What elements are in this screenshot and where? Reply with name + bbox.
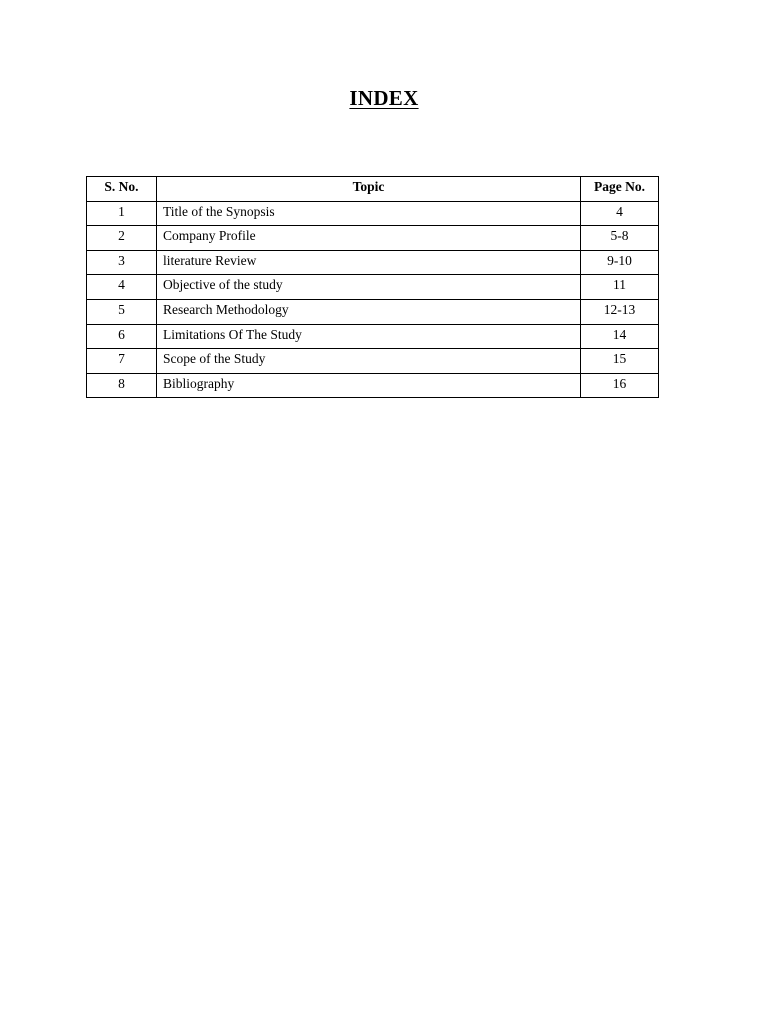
row-page: 4: [581, 201, 659, 226]
row-sno: 3: [87, 250, 157, 275]
row-page: 9-10: [581, 250, 659, 275]
index-table: [86, 176, 659, 398]
row-sno: 5: [87, 299, 157, 324]
row-sno: 2: [87, 226, 157, 251]
table-row: [87, 250, 659, 275]
table-row: [87, 324, 659, 349]
row-topic: Objective of the study: [157, 275, 581, 300]
row-topic: Limitations Of The Study: [157, 324, 581, 349]
row-page: 11: [581, 275, 659, 300]
row-page: 16: [581, 373, 659, 398]
table-row: [87, 299, 659, 324]
table-row: [87, 373, 659, 398]
row-page: 14: [581, 324, 659, 349]
row-sno: 4: [87, 275, 157, 300]
row-topic: Title of the Synopsis: [157, 201, 581, 226]
row-topic: literature Review: [157, 250, 581, 275]
table-header-row: [87, 177, 659, 202]
row-topic: Scope of the Study: [157, 349, 581, 374]
header-sno: S. No.: [87, 177, 157, 202]
row-topic: Company Profile: [157, 226, 581, 251]
row-sno: 7: [87, 349, 157, 374]
header-page: Page No.: [581, 177, 659, 202]
table-row: [87, 275, 659, 300]
table-row: [87, 226, 659, 251]
row-page: 12-13: [581, 299, 659, 324]
row-page: 15: [581, 349, 659, 374]
row-topic: Research Methodology: [157, 299, 581, 324]
row-sno: 8: [87, 373, 157, 398]
page-title: INDEX: [349, 86, 419, 110]
row-sno: 6: [87, 324, 157, 349]
row-page: 5-8: [581, 226, 659, 251]
header-topic: Topic: [157, 177, 581, 202]
table-row: [87, 349, 659, 374]
table-row: [87, 201, 659, 226]
row-topic: Bibliography: [157, 373, 581, 398]
row-sno: 1: [87, 201, 157, 226]
